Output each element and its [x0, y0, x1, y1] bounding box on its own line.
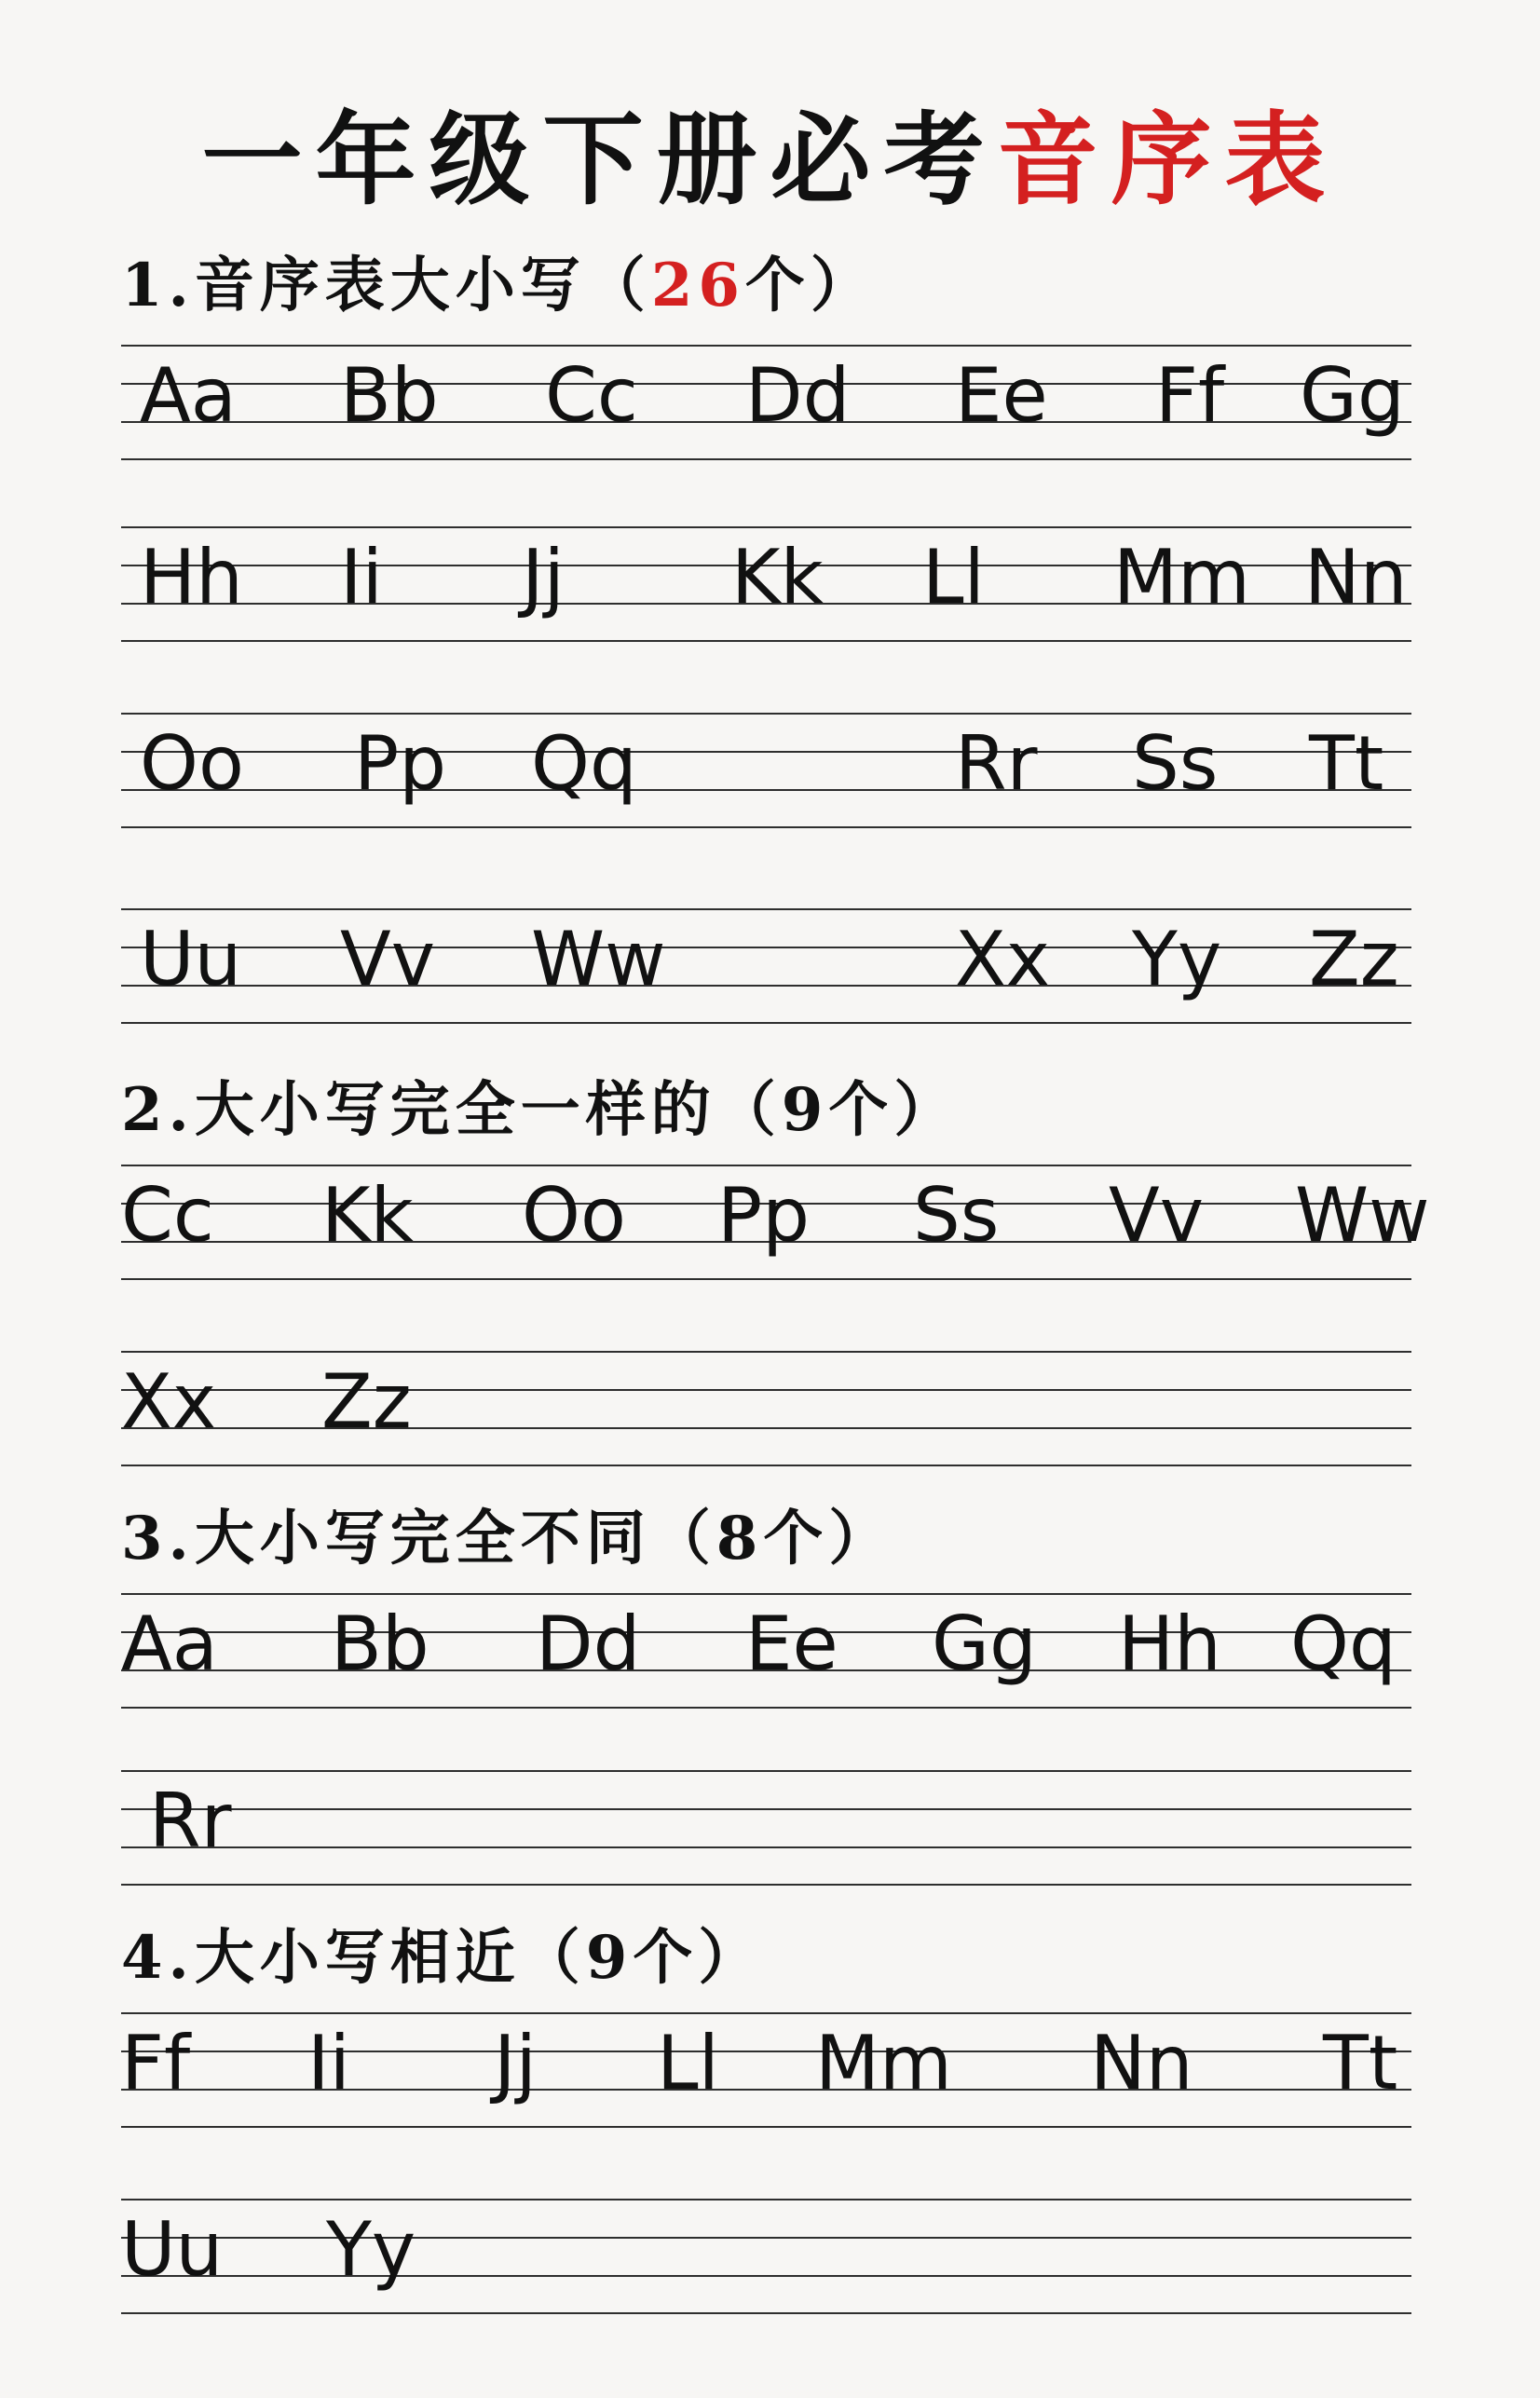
ruled-line-block: [121, 2199, 1411, 2314]
letter-pair: Ss: [1132, 720, 1219, 807]
letter-pair: Vv: [1109, 1172, 1205, 1259]
letter-pair: Yy: [1132, 916, 1222, 1002]
letter-pair: Ll: [922, 534, 985, 620]
letter-pair: Gg: [932, 1601, 1037, 1687]
letter-pair: Cc: [545, 352, 638, 439]
letter-pair: Qq: [1290, 1601, 1397, 1687]
ruled-line-block: [121, 713, 1411, 828]
letter-pair: Ww: [531, 916, 666, 1002]
title-highlight: 音序表: [997, 102, 1339, 219]
letter-pair: Hh: [1118, 1601, 1221, 1687]
letter-pair: Aa: [121, 1601, 218, 1687]
ruled-line: [121, 1351, 1411, 1353]
letter-pair: Ee: [745, 1601, 838, 1687]
section-1-heading: [121, 238, 876, 323]
section-1-heading-post: 个）: [744, 251, 876, 320]
ruled-line: [121, 1278, 1411, 1280]
letter-pair: Ll: [657, 2020, 719, 2106]
ruled-line: [121, 1770, 1411, 1772]
ruled-line-block: [121, 345, 1411, 460]
letter-pair: Xx: [955, 916, 1051, 1002]
letter-pair: Oo: [140, 720, 244, 807]
letter-pair: Tt: [1309, 720, 1384, 807]
letter-pair: Zz: [1309, 916, 1399, 1002]
ruled-line-block: [121, 908, 1411, 1024]
ruled-line: [121, 1427, 1411, 1429]
letter-pair: Nn: [1090, 2020, 1193, 2106]
ruled-line: [121, 2126, 1411, 2128]
ruled-line: [121, 2199, 1411, 2200]
ruled-line: [121, 713, 1411, 715]
letter-pair: Hh: [140, 534, 243, 620]
letter-pair: Zz: [321, 1358, 412, 1445]
letter-pair: Ff: [121, 2020, 191, 2106]
letter-pair: Pp: [717, 1172, 811, 1259]
ruled-line-block: [121, 526, 1411, 642]
letter-pair: Mm: [1113, 534, 1250, 620]
ruled-line: [121, 2237, 1411, 2239]
ruled-line-block: [121, 1165, 1430, 1280]
letter-pair: Nn: [1304, 534, 1408, 620]
page-title: [0, 79, 1540, 224]
section-3-heading: 3.大小写完全不同（8个）: [121, 1504, 894, 1574]
letter-pair: Uu: [140, 916, 242, 1002]
letter-pair: Jj: [494, 2020, 537, 2106]
letter-pair: Xx: [121, 1358, 217, 1445]
ruled-line: [121, 1593, 1411, 1595]
letter-pair: Mm: [815, 2020, 952, 2106]
letter-pair: Rr: [955, 720, 1038, 807]
ruled-line: [121, 1465, 1411, 1466]
ruled-line: [121, 458, 1411, 460]
ruled-line: [121, 1389, 1411, 1391]
ruled-line: [121, 1707, 1411, 1709]
ruled-line-block: [121, 2012, 1411, 2128]
ruled-line: [121, 2275, 1411, 2277]
letter-pair: Bb: [340, 352, 439, 439]
ruled-line: [121, 1884, 1411, 1886]
section-4-heading: 4.大小写相近（9个）: [121, 1923, 764, 1993]
section-1-heading-pre: 1.音序表大小写（: [121, 251, 651, 320]
ruled-line: [121, 1022, 1411, 1024]
title-main: 一年级下册必考: [201, 102, 998, 219]
letter-pair: Dd: [536, 1601, 641, 1687]
ruled-line: [121, 1808, 1411, 1810]
letter-pair: Yy: [326, 2206, 416, 2293]
ruled-line: [121, 908, 1411, 910]
letter-pair: Vv: [340, 916, 436, 1002]
letter-pair: Gg: [1300, 352, 1405, 439]
letter-pair: Dd: [745, 352, 851, 439]
ruled-line: [121, 2012, 1411, 2014]
letter-pair: Ff: [1155, 352, 1225, 439]
ruled-line: [121, 640, 1411, 642]
ruled-line: [121, 826, 1411, 828]
ruled-line: [121, 526, 1411, 528]
letter-pair: Pp: [354, 720, 447, 807]
letter-pair: Qq: [531, 720, 637, 807]
letter-pair: Ww: [1295, 1172, 1430, 1259]
letter-pair: Ii: [307, 2020, 350, 2106]
letter-pair: Kk: [321, 1172, 414, 1259]
letter-pair: Cc: [121, 1172, 214, 1259]
ruled-line-block: [121, 1593, 1411, 1709]
ruled-line-block: [121, 1770, 1411, 1886]
ruled-line-block: [121, 1351, 1411, 1466]
letter-pair: Ee: [955, 352, 1048, 439]
ruled-line: [121, 1165, 1411, 1166]
letter-pair: Kk: [731, 534, 824, 620]
section-1-heading-count: 26: [650, 251, 745, 320]
letter-pair: Ii: [340, 534, 383, 620]
letter-pair: Bb: [331, 1601, 429, 1687]
letter-pair: Aa: [140, 352, 237, 439]
letter-pair: Tt: [1323, 2020, 1398, 2106]
letter-pair: Ss: [913, 1172, 1000, 1259]
ruled-line: [121, 1846, 1411, 1848]
letter-pair: Rr: [149, 1778, 232, 1864]
letter-pair: Jj: [522, 534, 565, 620]
letter-pair: Uu: [121, 2206, 224, 2293]
ruled-line: [121, 2312, 1411, 2314]
section-2-heading: 2.大小写完全一样的（9个）: [121, 1075, 960, 1145]
letter-pair: Oo: [522, 1172, 626, 1259]
ruled-line: [121, 345, 1411, 347]
